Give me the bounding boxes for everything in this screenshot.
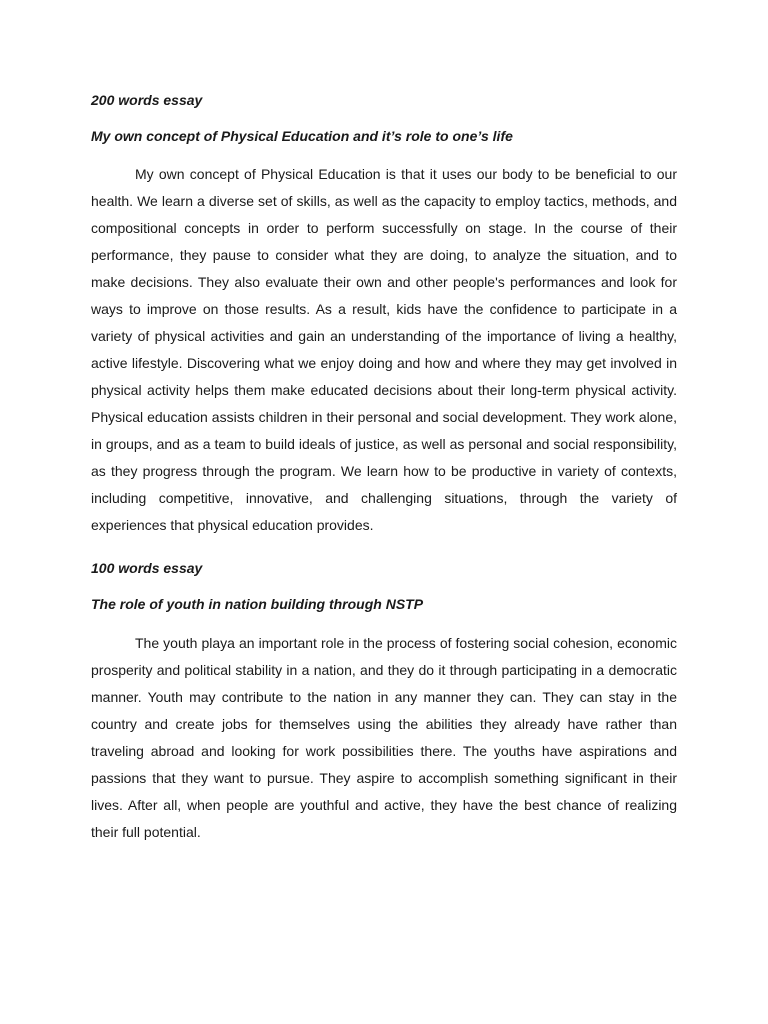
essay2-label: 100 words essay xyxy=(91,560,203,576)
essay2-body: The youth playa an important role in the process of fostering social cohesion, economic prosperity and political stability in a nation, and they do it through participating in a democratic manner. Youth may contribute to the nation in any manner they can. They can stay in the country and create jobs for themselves using the abilities they already have rather than traveling abroad and looking for work possibilities there. The youths have aspirations and passions that they want to pursue. They aspire to accomplish something significant in their lives. After all, when people are youthful and active, they have the best chance of realizing their full potential. xyxy=(91,635,677,840)
essay1-body: My own concept of Physical Education is that it uses our body to be beneficial to our health. We learn a diverse set of skills, as well as the capacity to employ tactics, methods, and compositional concepts in order to perform successfully on stage. In the course of their performance, they pause to consider what they are doing, to analyze the situation, and to make decisions. They also evaluate their own and other people's performances and look for ways to improve on those results. As a result, kids have the confidence to participate in a variety of physical activities and gain an understanding of the importance of living a healthy, active lifestyle. Discovering what we enjoy doing and how and where they may get involved in physical activity helps them make educated decisions about their long-term physical activity. Physical education assists children in their personal and social development. They work alone, in groups, and as a team to build ideals of justice, as well as personal and social responsibility, as they progress through the program. We learn how to be productive in variety of contexts, including competitive, innovative, and challenging situations, through the variety of experiences that physical education provides. xyxy=(91,166,677,533)
document-content xyxy=(91,90,677,846)
essay1-label: 200 words essay xyxy=(91,92,203,108)
essay2-title: The role of youth in nation building through NSTP xyxy=(91,596,424,612)
essay1-title: My own concept of Physical Education and it’s role to one’s life xyxy=(91,128,513,144)
